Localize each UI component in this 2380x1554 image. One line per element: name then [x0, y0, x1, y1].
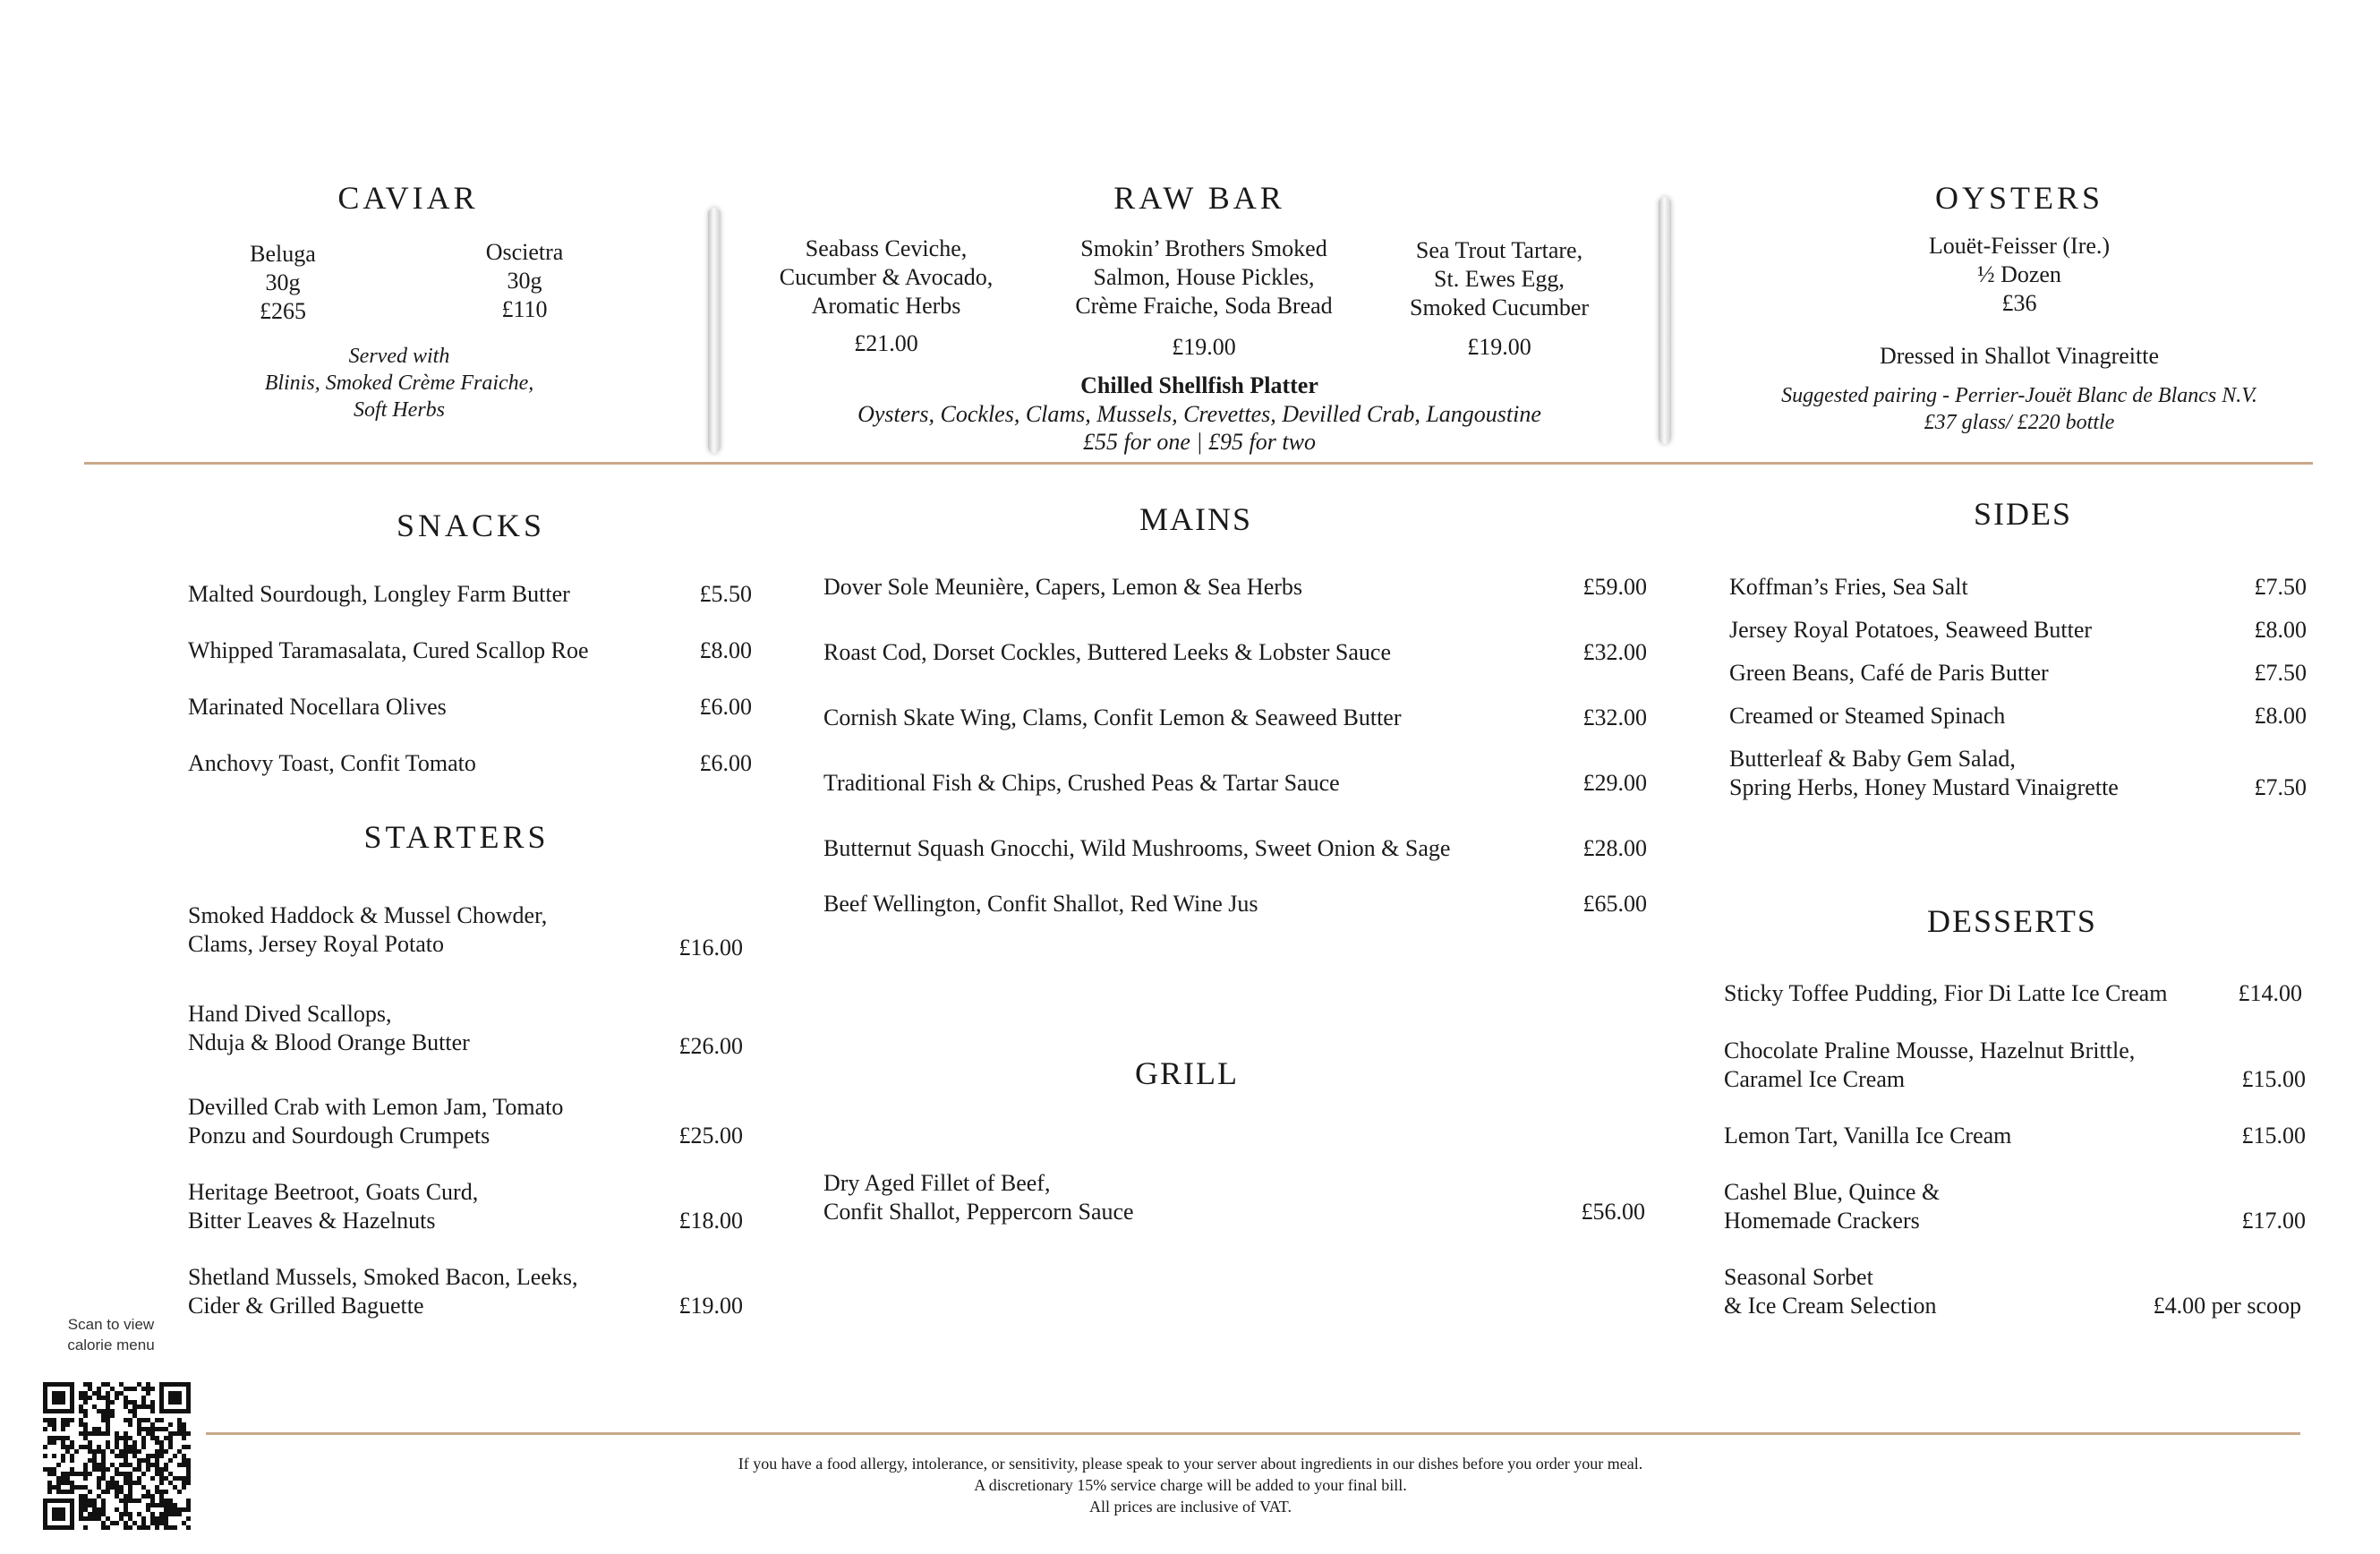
- menu-item-row: [188, 1178, 743, 1235]
- menu-item-name: Marinated Nocellara Olives: [188, 694, 447, 720]
- menu-item-name: Creamed or Steamed Spinach: [1729, 703, 2006, 729]
- mains-heading: MAINS: [1139, 501, 1252, 537]
- grill-heading: GRILL: [1135, 1055, 1239, 1091]
- caviar-item: [453, 238, 596, 324]
- menu-item-row: [1729, 659, 2307, 687]
- qr-code-icon[interactable]: [43, 1382, 191, 1530]
- menu-item-row: [1729, 616, 2307, 645]
- menu-item-row: [1724, 1263, 2301, 1320]
- section-divider-top: [84, 462, 2313, 465]
- menu-item-row: [188, 1000, 743, 1057]
- menu-item-price: £7.50: [2254, 660, 2307, 686]
- oysters-dressing: Dressed in Shallot Vinagreitte: [1879, 343, 2160, 369]
- menu-item-price: £7.50: [2254, 774, 2307, 800]
- menu-item-name: Nduja & Blood Orange Butter: [188, 1029, 470, 1055]
- menu-item-name: Koffman’s Fries, Sea Salt: [1729, 574, 1968, 600]
- starters-heading: STARTERS: [363, 819, 550, 855]
- menu-item-price: £15.00: [2241, 1123, 2306, 1148]
- allergy-notice: If you have a food allergy, intolerance, or sensitivity, please speak to your server about ingredients in our dishes before you order your meal.: [738, 1455, 1643, 1473]
- menu-item-name: Butternut Squash Gnocchi, Wild Mushrooms, Sweet Onion & Sage: [823, 835, 1451, 861]
- menu-item-name: Whipped Taramasalata, Cured Scallop Roe: [188, 637, 589, 663]
- menu-item-row: [823, 704, 1647, 732]
- column-divider-right: [1659, 197, 1671, 444]
- menu-item-name: Seasonal Sorbet: [1724, 1264, 1873, 1290]
- menu-item-name: Spring Herbs, Honey Mustard Vinaigrette: [1729, 774, 2119, 800]
- menu-item-price: £56.00: [1581, 1199, 1645, 1225]
- menu-item-name: Sticky Toffee Pudding, Fior Di Latte Ice Cream: [1724, 980, 2168, 1006]
- menu-item-row: [188, 1093, 743, 1150]
- oysters-pairing: Suggested pairing - Perrier-Jouët Blanc de Blancs N.V. £37 glass/ £220 bottle: [1781, 384, 2257, 434]
- menu-item-row: [1729, 745, 2307, 802]
- menu-item-price: £65.00: [1582, 891, 1647, 917]
- menu-item-row: [823, 834, 1647, 863]
- menu-item-name: Dry Aged Fillet of Beef,: [823, 1170, 1051, 1196]
- menu-item-price: £5.50: [699, 581, 752, 607]
- caviar-item-weight: 30g: [507, 268, 542, 294]
- raw-bar-item-price: £21.00: [854, 330, 918, 356]
- menu-item-row: [188, 901, 743, 959]
- oysters-item: Louët-Feisser (Ire.) ½ Dozen £36: [1885, 232, 2154, 318]
- menu-item-row: [823, 769, 1647, 798]
- menu-item-name: Traditional Fish & Chips, Crushed Peas & Tartar Sauce: [823, 770, 1340, 796]
- sides-heading: SIDES: [1973, 496, 2073, 532]
- menu-item-name: Butterleaf & Baby Gem Salad,: [1729, 746, 2016, 772]
- menu-item-name: Homemade Crackers: [1724, 1208, 1920, 1234]
- menu-item-name: & Ice Cream Selection: [1724, 1293, 1937, 1319]
- shellfish-platter-title: Chilled Shellfish Platter: [1080, 372, 1318, 398]
- qr-label: Scan to view calorie menu: [67, 1316, 155, 1353]
- menu-item-name: Heritage Beetroot, Goats Curd,: [188, 1179, 479, 1205]
- menu-item-price: £18.00: [678, 1208, 743, 1234]
- menu-item-price: £25.00: [678, 1123, 743, 1148]
- raw-bar-item: Seabass Ceviche, Cucumber & Avocado, Aromatic Herbs £21.00: [752, 235, 1020, 358]
- oysters-price: £36: [2001, 290, 2037, 316]
- menu-item-name: Cider & Grilled Baguette: [188, 1293, 424, 1319]
- oysters-heading: OYSTERS: [1934, 180, 2104, 216]
- menu-item-name: Anchovy Toast, Confit Tomato: [188, 750, 476, 776]
- menu-item-name: Bitter Leaves & Hazelnuts: [188, 1208, 436, 1234]
- menu-item-name: Green Beans, Café de Paris Butter: [1729, 660, 2049, 686]
- menu-item-name: Malted Sourdough, Longley Farm Butter: [188, 581, 570, 607]
- caviar-item-name: Oscietra: [485, 239, 564, 265]
- caviar-item-price: £110: [501, 296, 548, 322]
- desserts-heading: DESSERTS: [1927, 903, 2097, 939]
- footer-notice: [564, 1453, 1817, 1517]
- column-divider-left: [708, 208, 721, 453]
- shellfish-platter-description: Oysters, Cockles, Clams, Mussels, Crevettes, Devilled Crab, Langoustine: [857, 401, 1541, 427]
- menu-item-price: £6.00: [699, 694, 752, 720]
- menu-item-price: £8.00: [2254, 703, 2307, 729]
- menu-item-price: £28.00: [1582, 835, 1647, 861]
- menu-item-name: Cashel Blue, Quince &: [1724, 1179, 1941, 1205]
- menu-item-name: Smoked Haddock & Mussel Chowder,: [188, 902, 548, 928]
- menu-item-name: Shetland Mussels, Smoked Bacon, Leeks,: [188, 1264, 578, 1290]
- menu-item-row: [1724, 1037, 2306, 1094]
- raw-bar-item-price: £19.00: [1172, 334, 1236, 360]
- menu-item-row: [1724, 1122, 2306, 1150]
- service-charge-notice: A discretionary 15% service charge will be added to your final bill.: [974, 1476, 1407, 1494]
- menu-item-price: £14.00: [2238, 980, 2302, 1006]
- menu-item-price: £6.00: [699, 750, 752, 776]
- menu-item-price: £17.00: [2241, 1208, 2306, 1234]
- menu-item-name: Caramel Ice Cream: [1724, 1066, 1906, 1092]
- menu-item-price: £59.00: [1582, 574, 1647, 600]
- menu-item-price: £19.00: [678, 1293, 743, 1319]
- caviar-item-weight: 30g: [265, 269, 301, 295]
- menu-item-price: £8.00: [2254, 617, 2307, 643]
- menu-item-name: Ponzu and Sourdough Crumpets: [188, 1123, 491, 1148]
- caviar-item-name: Beluga: [250, 241, 316, 267]
- menu-item-price: £29.00: [1582, 770, 1647, 796]
- menu-item-price: £16.00: [678, 935, 743, 961]
- menu-item-price: £8.00: [699, 637, 752, 663]
- menu-item-price: £26.00: [678, 1033, 743, 1059]
- menu-item-price: £7.50: [2254, 574, 2307, 600]
- raw-bar-item: Sea Trout Tartare, St. Ewes Egg, Smoked Cucumber £19.00: [1369, 236, 1629, 362]
- menu-item-row: [188, 636, 752, 665]
- caviar-heading: CAVIAR: [337, 180, 479, 216]
- menu-item-row: [1724, 979, 2302, 1008]
- menu-item-row: [188, 580, 752, 609]
- caviar-served-with: Served with Blinis, Smoked Crème Fraiche, Soft Herbs: [264, 345, 534, 422]
- raw-bar-heading: RAW BAR: [1113, 180, 1285, 216]
- menu-item-row: [1724, 1178, 2306, 1235]
- caviar-item-price: £265: [260, 298, 306, 324]
- menu-item-name: Beef Wellington, Confit Shallot, Red Wine Jus: [823, 891, 1258, 917]
- vat-notice: All prices are inclusive of VAT.: [1089, 1498, 1292, 1516]
- menu-item-name: Chocolate Praline Mousse, Hazelnut Brittle,: [1724, 1037, 2136, 1063]
- menu-item-name: Dover Sole Meunière, Capers, Lemon & Sea Herbs: [823, 574, 1303, 600]
- shellfish-platter-price: £55 for one | £95 for two: [1083, 429, 1316, 455]
- menu-item-row: [188, 1263, 743, 1320]
- menu-item-name: Devilled Crab with Lemon Jam, Tomato: [188, 1094, 564, 1120]
- snacks-heading: SNACKS: [396, 508, 546, 543]
- raw-bar-item-price: £19.00: [1467, 334, 1531, 360]
- menu-item-name: Cornish Skate Wing, Clams, Confit Lemon & Seaweed Butter: [823, 704, 1402, 730]
- menu-item-price: £32.00: [1582, 704, 1647, 730]
- menu-item-row: [823, 638, 1647, 667]
- menu-item-name: Confit Shallot, Peppercorn Sauce: [823, 1199, 1134, 1225]
- menu-item-row: [1729, 702, 2307, 730]
- section-divider-bottom: [206, 1432, 2300, 1435]
- menu-item-name: Jersey Royal Potatoes, Seaweed Butter: [1729, 617, 2093, 643]
- menu-item-price: £32.00: [1582, 639, 1647, 665]
- raw-bar-item: Smokin’ Brothers Smoked Salmon, House Pickles, Crème Fraiche, Soda Bread £19.00: [1043, 235, 1365, 362]
- caviar-item: [211, 240, 354, 326]
- menu-item-name: Roast Cod, Dorset Cockles, Buttered Leeks & Lobster Sauce: [823, 639, 1391, 665]
- menu-item-name: Clams, Jersey Royal Potato: [188, 931, 444, 957]
- menu-item-price: £15.00: [2241, 1066, 2306, 1092]
- menu-item-row: [823, 573, 1647, 602]
- menu-item-row: [823, 1169, 1645, 1226]
- menu-item-row: [188, 749, 752, 778]
- menu-item-name: Hand Dived Scallops,: [188, 1001, 392, 1027]
- menu-item-name: Lemon Tart, Vanilla Ice Cream: [1724, 1123, 2012, 1148]
- menu-item-price: £4.00 per scoop: [2153, 1293, 2301, 1319]
- menu-item-row: [188, 693, 752, 722]
- menu-item-row: [823, 890, 1647, 918]
- menu-item-row: [1729, 573, 2307, 602]
